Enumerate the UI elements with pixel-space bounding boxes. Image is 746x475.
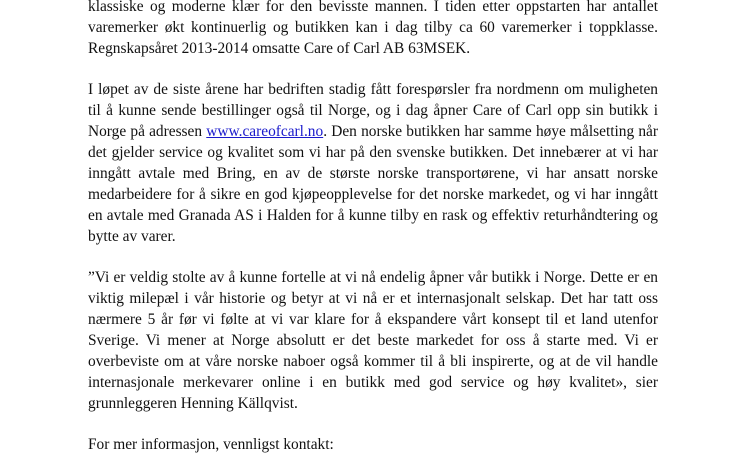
paragraph-founder-quote-text: ”Vi er veldig stolte av å kunne fortelle at vi nå endelig åpner vår butikk i Norge. Dette er en viktig milepæl i vår historie og betyr at vi nå er et internasjonalt selskap. Det har tatt oss nærmere 5 år før vi følte at vi var klare for å ekspandere vårt konsept til et land utenfor Sverige. Vi mener at Norge absolutt er det beste markedet for oss å starte med. Vi er overbeviste om at våre norske naboer også kommer til å bli inspirerte, og at de vil handle internasjonale merkevarer online i en butikk med god service og høy kvalitet», sier grunnleggeren Henning Källqvist. — [88, 269, 658, 412]
careofcarl-link[interactable]: www.careofcarl.no — [206, 123, 324, 140]
paragraph-founder-quote — [88, 267, 658, 414]
contact-line — [88, 434, 658, 455]
document-body — [88, 0, 658, 475]
contact-line-text: For mer informasjon, vennligst kontakt: — [88, 436, 334, 453]
paragraph-norway-launch-text-start: I løpet av de siste årene har bedriften stadig fått forespørsler fra nordmenn om muligheten til å kunne sende bestillinger også til Norge, og i dag åpner Care of Carl opp sin butikk i Norge på adressen — [88, 81, 658, 140]
paragraph-company-intro — [88, 0, 658, 59]
paragraph-norway-launch — [88, 79, 658, 247]
paragraph-company-intro-text: klassiske og moderne klær for den bevisste mannen. I tiden etter oppstarten har antallet varemerker økt kontinuerlig og butikken kan i dag tilby ca 60 varemerker i toppklasse. Regnskapsåret 2013-2014 omsatte Care of Carl AB 63MSEK. — [88, 0, 658, 57]
paragraph-norway-launch-text-end: . Den norske butikken har samme høye målsetting når det gjelder service og kvalitet som vi har på den svenske butikken. Det innebærer at vi har inngått avtale med Bring, en av de største norske transportørene, vi har ansatt norske medarbeidere for å sikre en god kjøpeopplevelse for det norske markedet, og vi har inngått en avtale med Granada AS i Halden for å kunne tilby en rask og effektiv returhåndtering og bytte av varer. — [88, 123, 659, 245]
